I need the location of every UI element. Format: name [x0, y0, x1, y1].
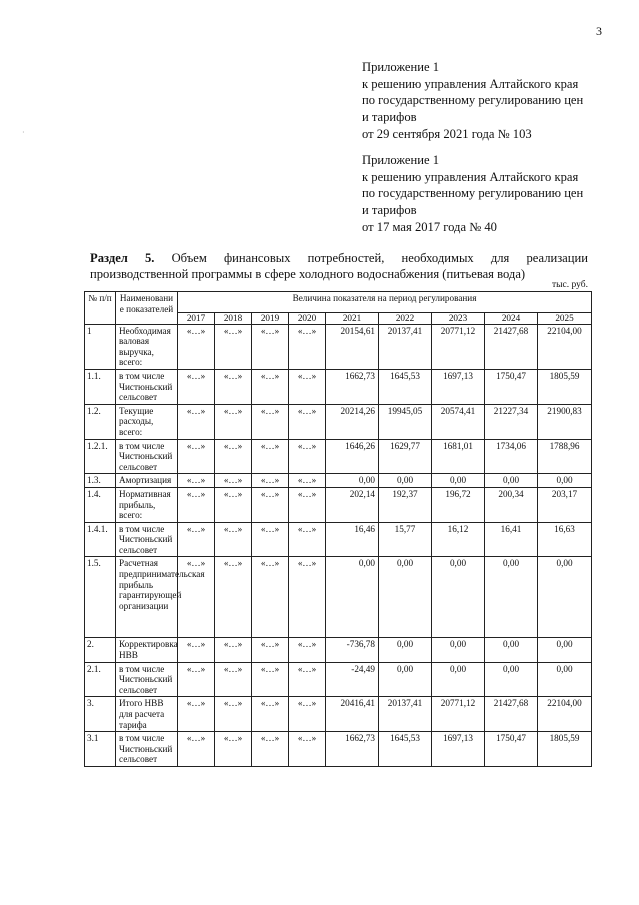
- value-cell-2021: 1662,73: [326, 732, 379, 767]
- value-cell-2025: 0,00: [538, 662, 592, 697]
- row-number: 1.5.: [85, 557, 116, 638]
- value-cell-2017: «…»: [178, 662, 215, 697]
- value-cell-2020: «…»: [289, 638, 326, 662]
- value-cell-2017: «…»: [178, 697, 215, 732]
- approval-line: от 29 сентября 2021 года № 103: [362, 126, 532, 141]
- header-name: Наименовани е показателей: [116, 292, 178, 325]
- header-year: 2017: [178, 313, 215, 325]
- section-title: [90, 250, 588, 282]
- table-row: [85, 732, 592, 767]
- value-cell-2017: «…»: [178, 324, 215, 369]
- table-row: [85, 557, 592, 638]
- row-indicator-name: Необходимая валовая выручка, всего:: [116, 324, 178, 369]
- table-row: [85, 662, 592, 697]
- value-cell-2025: 1788,96: [538, 439, 592, 474]
- row-indicator-name: Корректировка НВВ: [116, 638, 178, 662]
- value-cell-2018: «…»: [215, 439, 252, 474]
- value-cell-2017: «…»: [178, 638, 215, 662]
- value-cell-2017: «…»: [178, 732, 215, 767]
- units-label: тыс. руб.: [552, 280, 588, 290]
- value-cell-2025: 203,17: [538, 487, 592, 522]
- value-cell-2020: «…»: [289, 474, 326, 488]
- row-indicator-name: в том числе Чистюньский сельсовет: [116, 522, 178, 557]
- value-cell-2025: 16,63: [538, 522, 592, 557]
- section-title-line1: Объем финансовых потребностей, необходимых для реализации: [171, 251, 588, 265]
- header-year: 2024: [485, 313, 538, 325]
- value-cell-2022: 0,00: [379, 662, 432, 697]
- value-cell-2021: -736,78: [326, 638, 379, 662]
- row-indicator-name: в том числе Чистюньский сельсовет: [116, 439, 178, 474]
- value-cell-2018: «…»: [215, 732, 252, 767]
- value-cell-2019: «…»: [252, 369, 289, 404]
- value-cell-2018: «…»: [215, 638, 252, 662]
- table-row: [85, 474, 592, 488]
- value-cell-2021: 0,00: [326, 557, 379, 638]
- value-cell-2020: «…»: [289, 557, 326, 638]
- header-year: 2020: [289, 313, 326, 325]
- value-cell-2017: «…»: [178, 557, 215, 638]
- value-cell-2024: 200,34: [485, 487, 538, 522]
- row-number: 2.1.: [85, 662, 116, 697]
- row-indicator-name: в том числе Чистюньский сельсовет: [116, 369, 178, 404]
- value-cell-2023: 1697,13: [432, 369, 485, 404]
- value-cell-2024: 1734,06: [485, 439, 538, 474]
- section-title-line2: производственной программы в сфере холодного водоснабжения (питьевая вода): [90, 267, 526, 281]
- row-number: 3.1: [85, 732, 116, 767]
- approval-line: от 17 мая 2017 года № 40: [362, 219, 497, 234]
- section-label: Раздел 5.: [90, 251, 155, 265]
- header-year: 2022: [379, 313, 432, 325]
- value-cell-2019: «…»: [252, 324, 289, 369]
- header-period: Величина показателя на период регулирования: [178, 292, 592, 313]
- value-cell-2025: 1805,59: [538, 369, 592, 404]
- value-cell-2021: 20214,26: [326, 404, 379, 439]
- value-cell-2019: «…»: [252, 697, 289, 732]
- value-cell-2020: «…»: [289, 369, 326, 404]
- value-cell-2023: 0,00: [432, 557, 485, 638]
- value-cell-2024: 0,00: [485, 557, 538, 638]
- row-indicator-name: Амортизация: [116, 474, 178, 488]
- row-number: 3.: [85, 697, 116, 732]
- header-num: № п/п: [85, 292, 116, 325]
- value-cell-2023: 16,12: [432, 522, 485, 557]
- value-cell-2022: 20137,41: [379, 324, 432, 369]
- value-cell-2024: 0,00: [485, 638, 538, 662]
- row-number: 1.3.: [85, 474, 116, 488]
- value-cell-2019: «…»: [252, 439, 289, 474]
- value-cell-2017: «…»: [178, 474, 215, 488]
- value-cell-2018: «…»: [215, 557, 252, 638]
- value-cell-2020: «…»: [289, 439, 326, 474]
- row-number: 2.: [85, 638, 116, 662]
- value-cell-2017: «…»: [178, 369, 215, 404]
- value-cell-2022: 1645,53: [379, 732, 432, 767]
- value-cell-2018: «…»: [215, 662, 252, 697]
- approval-line: Приложение 1: [362, 60, 440, 74]
- page-number: 3: [596, 24, 602, 38]
- value-cell-2019: «…»: [252, 662, 289, 697]
- value-cell-2022: 15,77: [379, 522, 432, 557]
- approval-line: и тарифов: [362, 110, 417, 125]
- value-cell-2020: «…»: [289, 324, 326, 369]
- row-indicator-name: Итого НВВ для расчета тарифа: [116, 697, 178, 732]
- value-cell-2021: 20154,61: [326, 324, 379, 369]
- value-cell-2019: «…»: [252, 557, 289, 638]
- value-cell-2021: -24,49: [326, 662, 379, 697]
- value-cell-2023: 1697,13: [432, 732, 485, 767]
- value-cell-2020: «…»: [289, 522, 326, 557]
- value-cell-2022: 0,00: [379, 557, 432, 638]
- row-number: 1.2.1.: [85, 439, 116, 474]
- value-cell-2023: 196,72: [432, 487, 485, 522]
- value-cell-2023: 1681,01: [432, 439, 485, 474]
- value-cell-2024: 16,41: [485, 522, 538, 557]
- value-cell-2021: 20416,41: [326, 697, 379, 732]
- header-year: 2025: [538, 313, 592, 325]
- value-cell-2021: 1646,26: [326, 439, 379, 474]
- approval-block-original: [362, 152, 583, 236]
- row-indicator-name: Расчетная предпринимательская прибыль гарантирующей организации: [116, 557, 178, 638]
- value-cell-2018: «…»: [215, 487, 252, 522]
- value-cell-2023: 0,00: [432, 474, 485, 488]
- value-cell-2024: 1750,47: [485, 732, 538, 767]
- value-cell-2022: 0,00: [379, 638, 432, 662]
- value-cell-2017: «…»: [178, 404, 215, 439]
- header-year: 2018: [215, 313, 252, 325]
- value-cell-2018: «…»: [215, 369, 252, 404]
- value-cell-2018: «…»: [215, 697, 252, 732]
- row-indicator-name: в том числе Чистюньский сельсовет: [116, 732, 178, 767]
- value-cell-2023: 20771,12: [432, 697, 485, 732]
- table-row: [85, 487, 592, 522]
- value-cell-2019: «…»: [252, 474, 289, 488]
- header-year: 2019: [252, 313, 289, 325]
- value-cell-2018: «…»: [215, 324, 252, 369]
- approval-line: по государственному регулированию цен: [362, 93, 584, 108]
- header-year: 2021: [326, 313, 379, 325]
- table-row: [85, 369, 592, 404]
- approval-line: по государственному регулированию цен: [362, 186, 584, 201]
- table-row: [85, 324, 592, 369]
- value-cell-2019: «…»: [252, 638, 289, 662]
- row-number: 1.1.: [85, 369, 116, 404]
- value-cell-2024: 1750,47: [485, 369, 538, 404]
- value-cell-2022: 192,37: [379, 487, 432, 522]
- table-row: [85, 404, 592, 439]
- value-cell-2023: 20574,41: [432, 404, 485, 439]
- value-cell-2018: «…»: [215, 404, 252, 439]
- value-cell-2020: «…»: [289, 732, 326, 767]
- value-cell-2017: «…»: [178, 487, 215, 522]
- value-cell-2024: 21427,68: [485, 697, 538, 732]
- value-cell-2019: «…»: [252, 522, 289, 557]
- row-indicator-name: в том числе Чистюньский сельсовет: [116, 662, 178, 697]
- financial-needs-table: [84, 291, 592, 767]
- value-cell-2018: «…»: [215, 474, 252, 488]
- value-cell-2023: 0,00: [432, 662, 485, 697]
- table-row: [85, 638, 592, 662]
- scan-artifact-dot: ·: [22, 128, 25, 137]
- row-indicator-name: Текущие расходы, всего:: [116, 404, 178, 439]
- value-cell-2024: 21427,68: [485, 324, 538, 369]
- value-cell-2019: «…»: [252, 732, 289, 767]
- value-cell-2025: 0,00: [538, 638, 592, 662]
- approval-line: к решению управления Алтайского края: [362, 76, 579, 91]
- value-cell-2025: 1805,59: [538, 732, 592, 767]
- value-cell-2020: «…»: [289, 662, 326, 697]
- approval-line: и тарифов: [362, 203, 417, 218]
- value-cell-2022: 0,00: [379, 474, 432, 488]
- value-cell-2024: 0,00: [485, 662, 538, 697]
- value-cell-2022: 19945,05: [379, 404, 432, 439]
- value-cell-2021: 1662,73: [326, 369, 379, 404]
- approval-line: Приложение 1: [362, 153, 440, 167]
- value-cell-2019: «…»: [252, 404, 289, 439]
- value-cell-2021: 202,14: [326, 487, 379, 522]
- value-cell-2023: 0,00: [432, 638, 485, 662]
- value-cell-2017: «…»: [178, 522, 215, 557]
- value-cell-2017: «…»: [178, 439, 215, 474]
- value-cell-2025: 22104,00: [538, 324, 592, 369]
- header-year: 2023: [432, 313, 485, 325]
- value-cell-2021: 0,00: [326, 474, 379, 488]
- value-cell-2024: 0,00: [485, 474, 538, 488]
- value-cell-2022: 1629,77: [379, 439, 432, 474]
- row-number: 1.2.: [85, 404, 116, 439]
- value-cell-2025: 0,00: [538, 474, 592, 488]
- value-cell-2025: 22104,00: [538, 697, 592, 732]
- row-indicator-name: Нормативная прибыль, всего:: [116, 487, 178, 522]
- value-cell-2022: 1645,53: [379, 369, 432, 404]
- value-cell-2018: «…»: [215, 522, 252, 557]
- value-cell-2024: 21227,34: [485, 404, 538, 439]
- value-cell-2020: «…»: [289, 404, 326, 439]
- row-number: 1: [85, 324, 116, 369]
- value-cell-2022: 20137,41: [379, 697, 432, 732]
- approval-line: к решению управления Алтайского края: [362, 169, 579, 184]
- value-cell-2020: «…»: [289, 697, 326, 732]
- value-cell-2021: 16,46: [326, 522, 379, 557]
- approval-block-current: [362, 59, 583, 143]
- table-row: [85, 522, 592, 557]
- row-number: 1.4.1.: [85, 522, 116, 557]
- value-cell-2023: 20771,12: [432, 324, 485, 369]
- table-row: [85, 697, 592, 732]
- value-cell-2020: «…»: [289, 487, 326, 522]
- value-cell-2025: 0,00: [538, 557, 592, 638]
- value-cell-2025: 21900,83: [538, 404, 592, 439]
- row-number: 1.4.: [85, 487, 116, 522]
- table-row: [85, 439, 592, 474]
- value-cell-2019: «…»: [252, 487, 289, 522]
